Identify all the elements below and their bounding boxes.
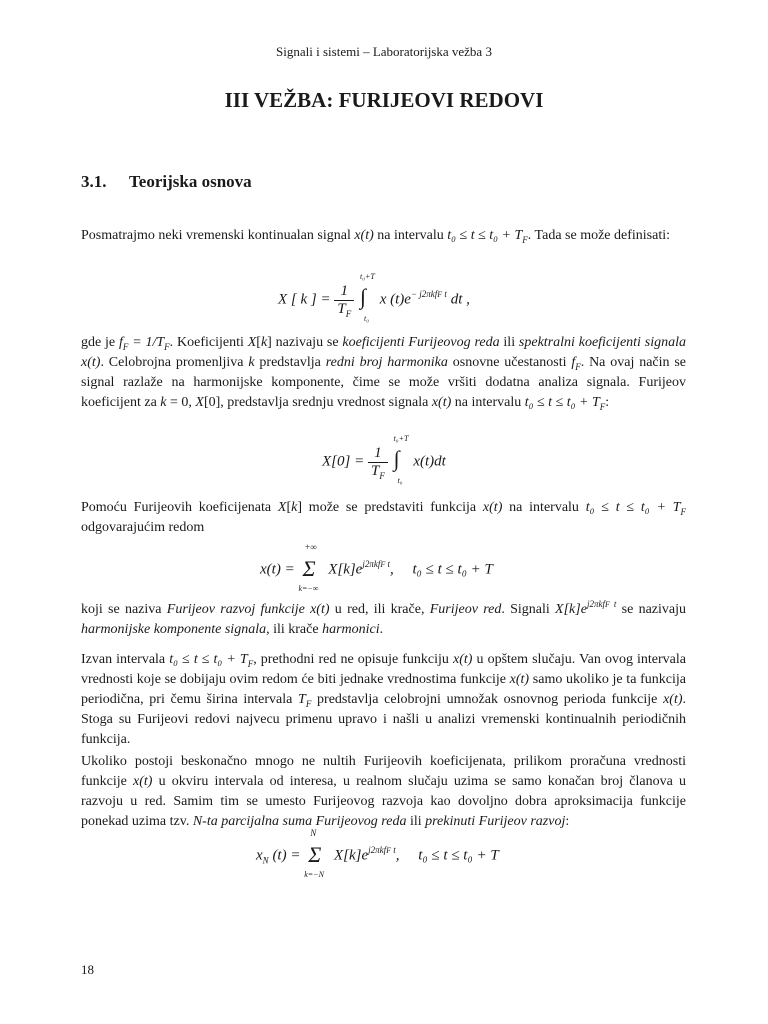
integral-sign: t₀+T ∫ t₀ — [393, 434, 409, 485]
equation-partial-sum: $x_N$ (t) = N Σ k=−N $X[k]e^{j2\pi kfF t}$, t₀ ≤ t ≤ t₀ + T — [256, 828, 499, 879]
sum-sign: +∞ Σ k=−∞ — [298, 542, 319, 593]
paragraph-series: Pomoću Furijeovih koeficijenata X[k] može se predstaviti funkcija x(t) na intervalu $t_0 \le t \le t_0 + T_F$ odgovarajućim redom — [81, 500, 686, 535]
text-run: Posmatrajmo neki vremenski kontinualan signal — [81, 228, 355, 243]
page-title: III VEŽBA: FURIJEOVI REDOVI — [224, 88, 544, 112]
equation-fourier-coefficient: X [ k ] = $\frac{1}{T_F}$ t₀+T ∫ t₀ x $(t)e^{- j2\pi kfF t}$ dt , — [278, 272, 470, 323]
eq-dt: dt , — [450, 291, 470, 308]
inline-math-interval: $t_0 \le t \le t_0 + T_F$ — [447, 228, 528, 245]
section-title: Teorijska osnova — [129, 172, 252, 191]
page-number: 18 — [81, 962, 94, 977]
equation-fourier-series: x(t) = +∞ Σ k=−∞ $X[k]e^{j2\pi kfF t}$, t₀ ≤ t ≤ t₀ + T — [260, 542, 493, 593]
fraction: $\frac{1}{T_F}$ — [334, 283, 354, 318]
paragraph-intro — [81, 226, 686, 246]
eq-lhs: X [ k ] = — [278, 291, 331, 308]
text-run: na intervalu — [373, 228, 448, 243]
section-number: 3.1. — [81, 172, 107, 191]
paragraph-partial-sum: Ukoliko postoji beskonačno mnogo ne nultih Furijeovih koeficijenata, prilikom proračuna vrednosti funkcije x(t) u okviru intervala od interesa, u realnom slučaju uzima se samo konačan broj članova u razvoju u red. Samim tim se umesto Furijeovog razvoja kao dovoljno dobra aproksimacija funkcije ponekad uzima tzv. N-ta parcijalna suma Furijeovog reda ili prekinuti Furijeov razvoj: — [81, 754, 686, 829]
integral-sign: t₀+T ∫ t₀ — [359, 272, 375, 323]
sum-sign: N Σ k=−N — [304, 828, 324, 879]
paragraph-coefficients: gde je $f_F = 1/T_F$. Koeficijenti X[k] nazivaju se koeficijenti Furijeovog reda ili spektralni koeficijenti signala x(t). Celobrojna promenljiva k predstavlja redni broj harmonika osnovne učestanosti $f_F$. Na ovaj način se signal razlaže na harmonijske komponente, čime se može vršiti dodatna analiza signala. Furijeov koeficijent za k = 0, X[0], predstavlja srednju vrednost signala x(t) na intervalu $t_0 \le t \le t_0 + T_F$: — [81, 335, 687, 412]
section-heading — [81, 172, 252, 192]
equation-mean-value: X[0] = $\frac{1}{T_F}$ t₀+T ∫ t₀ x(t)dt — [322, 434, 446, 485]
running-head: Signali i sistemi – Laboratorijska vežba 3 — [276, 44, 492, 59]
text-run: x(t) — [354, 228, 374, 243]
paragraph-harmonics: koji se naziva Furijeov razvoj funkcije x(t) u red, ili krače, Furijeov red. Signali $X[k]e^{j2\pi kfF t}$ se nazivaju harmonijske komponente signala, ili krače harmonici. — [81, 599, 686, 637]
eq-body: x (t)e — [379, 291, 411, 308]
text-run: . Tada se može definisati: — [527, 228, 670, 243]
paragraph-periodicity: Izvan intervala $t_0 \le t \le t_0 + T_F$, prethodni red ne opisuje funkciju x(t) u opštem slučaju. Van ovog intervala vrednosti koje se dobijaju ovim redom će biti jednake vrednostima funkcije x(t) samo ukoliko je ta funkcija periodična, pri čemu širina intervala $T_F$ predstavlja celobrojni umnožak osnovnog perioda funkcije x(t). Stoga su Furijeovi redovi najvecu primenu upravo i našli u analizi vremenski kontinualnih periodičnih funkcija. — [81, 652, 686, 747]
